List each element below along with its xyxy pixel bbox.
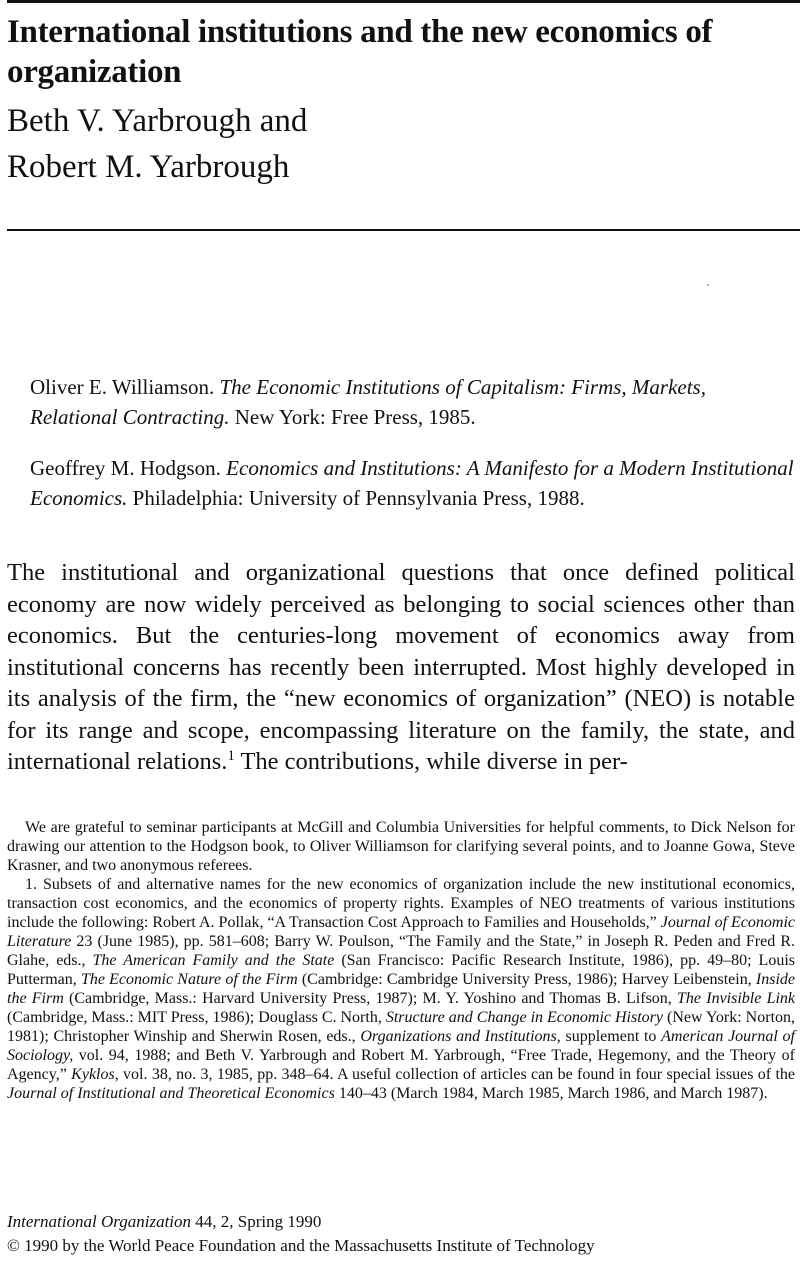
speck bbox=[707, 284, 709, 286]
note-italic: The Economic Nature of the Firm bbox=[80, 971, 298, 988]
body-text-part-2: The contributions, while diverse in per- bbox=[234, 748, 628, 775]
note-text: supplement to bbox=[560, 1028, 662, 1045]
reviewed-book-1 bbox=[30, 372, 795, 432]
note-text: vol. 94, 1988; and Beth V. Yarbrough and Robert M. Yarbrough, “Free Trade, Hegemony, and the Theory of Agency,” bbox=[7, 1047, 795, 1083]
journal-citation bbox=[7, 1210, 797, 1234]
title-divider bbox=[7, 229, 800, 231]
body-text-part-1: The institutional and organizational questions that once defined political economy are now widely perceived as belonging to social sciences other than economics. But the centuries-long movement of economics away from institutional concerns has recently been interrupted. Most highly developed in its analysis of the firm, the “new economics of organization” (NEO) is notable for its range and scope, encompassing literature on the family, the state, and international relations. bbox=[7, 559, 795, 775]
body-paragraph bbox=[7, 557, 795, 778]
top-rule bbox=[7, 0, 800, 3]
note-text: 140–43 (March 1984, March 1985, March 1986, and March 1987). bbox=[334, 1085, 768, 1102]
footnote-1 bbox=[7, 875, 795, 1103]
note-text: (New York: Norton, 1981); Christopher Winship and Sherwin Rosen, eds., bbox=[7, 1009, 796, 1045]
reviewed-book-publication: Philadelphia: University of Pennsylvania Press, 1988. bbox=[132, 486, 585, 510]
note-italic: Kyklos, bbox=[71, 1066, 119, 1083]
reviewed-book-2 bbox=[30, 453, 795, 513]
acknowledgment-note: We are grateful to seminar participants at McGill and Columbia Universities for helpful comments, to Dick Nelson for drawing our attention to the Hodgson book, to Oliver Williamson for clarifying several points, and to Joanne Gowa, Steve Krasner, and two anonymous referees. bbox=[7, 819, 795, 874]
note-italic: Inside the Firm bbox=[7, 971, 795, 1007]
note-italic: The Invisible Link bbox=[677, 990, 796, 1007]
note-text: 1. Subsets of and alternative names for the new economics of organization include the new institutional economics, transaction cost economics, and the economics of property rights. Examples of NEO treatments of various institutions include the following: Robert A. Pollak, “A Transaction Cost Approach to Families and Households,” bbox=[7, 876, 795, 931]
note-text: (San Francisco: Pacific Research Institute, 1986), pp. 49–80; Louis Putterman, bbox=[7, 952, 795, 988]
note-italic: Journal of Institutional and Theoretical Economics bbox=[7, 1085, 335, 1102]
author-line-2: Robert M. Yarbrough bbox=[7, 149, 290, 185]
footnote-ref-1: 1 bbox=[227, 747, 235, 764]
note-text: vol. 38, no. 3, 1985, pp. 348–64. A useful collection of articles can be found in four special issues of the bbox=[118, 1066, 796, 1083]
publication-info bbox=[7, 1210, 797, 1258]
article-title: International institutions and the new economics of organization bbox=[7, 14, 713, 90]
note-text: (Cambridge, Mass.: MIT Press, 1986); Douglass C. North, bbox=[7, 1009, 386, 1026]
journal-name: International Organization bbox=[7, 1212, 192, 1231]
note-italic: Journal of Economic Literature bbox=[7, 914, 796, 950]
reviewed-book-publication: New York: Free Press, 1985. bbox=[234, 405, 476, 429]
note-italic: The American Family and the State bbox=[92, 952, 335, 969]
reviewed-book-author: Oliver E. Williamson. bbox=[30, 375, 215, 399]
note-text: 23 (June 1985), pp. 581–608; Barry W. Poulson, “The Family and the State,” in Joseph R. Peden and Fred R. Glahe, eds., bbox=[7, 933, 795, 969]
article-authors bbox=[7, 98, 797, 190]
footnotes bbox=[7, 818, 795, 1103]
note-italic: American Journal of Sociology, bbox=[7, 1028, 796, 1064]
copyright-line: © 1990 by the World Peace Foundation and the Massachusetts Institute of Technology bbox=[7, 1236, 595, 1255]
journal-issue: 44, 2, Spring 1990 bbox=[191, 1212, 322, 1231]
reviewed-book-author: Geoffrey M. Hodgson. bbox=[30, 456, 221, 480]
author-line-1: Beth V. Yarbrough and bbox=[7, 103, 308, 139]
note-italic: Structure and Change in Economic History bbox=[385, 1009, 663, 1026]
note-text: (Cambridge: Cambridge University Press, 1986); Harvey Leibenstein, bbox=[297, 971, 756, 988]
reviewed-book-title: Economics and Institutions: A Manifesto for a Modern Institutional Economics. bbox=[30, 456, 794, 510]
note-text: (Cambridge, Mass.: Harvard University Press, 1987); M. Y. Yoshino and Thomas B. Lifson, bbox=[63, 990, 678, 1007]
note-italic: Organizations and Institutions, bbox=[360, 1028, 561, 1045]
reviewed-book-title: The Economic Institutions of Capitalism: Firms, Markets, Relational Contracting. bbox=[30, 375, 706, 429]
